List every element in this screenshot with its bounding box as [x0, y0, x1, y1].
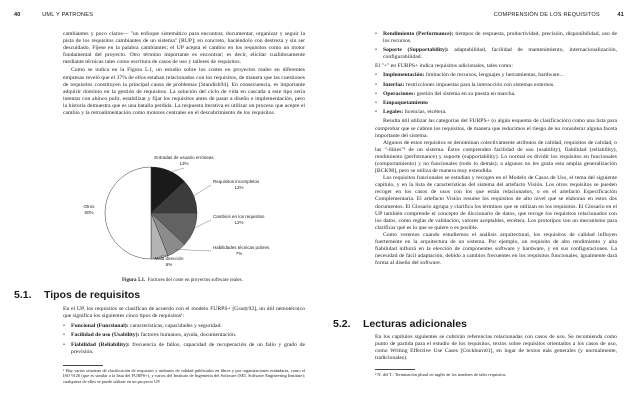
list-item: • Funcional (Functional): características, capacidades y seguridad. — [63, 323, 222, 330]
pie-value-label: 7% — [235, 251, 243, 256]
bullet-icon: • — [375, 100, 377, 107]
list-item: • Facilidad de uso (Usability): factores humanos, ayuda, documentación. — [63, 332, 237, 339]
right-paragraph-3: Los requisitos funcionales se estudian y recogen en el Modelo de Casos de Uso, el tema del siguiente capítulo, y en la lista de características del sistema del artefacto Visión. Los otros requisitos se pueden recoger en los casos de usos con los que están relacionados, o en el artefacto Especificación Complementaria. El artefacto Visión resume los requisitos de alto nivel que se elaboran en estos dos documentos. El Glosario agrupa y clarifica los términos que se utilizan en los requisitos. El Glosario en el UP también comprende el concepto de diccionario de datos, que recoge los requisitos relacionados con los datos, como reglas de validación, valores aceptables, etcétera. Los prototipos son un mecanismo para clarificar qué es lo que se quiere o es posible. — [375, 175, 617, 231]
right-footnote-block — [375, 372, 617, 377]
bullet-icon: • — [375, 31, 377, 37]
section-heading-5-1 — [14, 289, 140, 301]
list-item: • Operaciones: gestión del sistema en su puesta en marcha. — [375, 90, 516, 97]
bullet-icon: • — [63, 323, 65, 330]
left-top-text — [63, 31, 305, 117]
pie-value-label: 13% — [179, 161, 189, 166]
pie-category-label: Cambios en los requisitos — [213, 214, 265, 219]
right-paragraph-2: Algunos de estos requisitos se denominan colectivamente atributos de calidad, requisitos de calidad, o las "-ilities"² de un sistema. Éstos comprenden facilidad de uso (usability), fiabilidad (reliability), rendimiento (performance) y soporte (supportability). Lo normal es dividir los requisitos en funcionales (comportamiento) y no funcionales (todo lo demás); a algunos no les gusta esta amplia generalización [BCK98], pero se utiliza de manera muy extendida. — [375, 139, 617, 175]
pie-category-label: Mala dirección — [154, 256, 184, 261]
left-bottom-text — [63, 306, 305, 358]
list-item: • Soporte (Supportability): adaptabilidad, facilidad de mantenimiento, internacionalización, configurabilidad. — [375, 47, 617, 61]
list-item: • Fiabilidad (Reliability): frecuencia de fallos, capacidad de recuperación de un fallo y grado de previsión. — [63, 341, 305, 355]
right-top-text — [375, 31, 617, 267]
right-page — [319, 0, 638, 409]
pie-leader-line — [176, 249, 211, 251]
left-furps-list — [63, 323, 305, 355]
figure-caption-text: Factores del coste en proyectos software reales. — [147, 278, 243, 283]
pie-category-label: Otros — [83, 204, 95, 209]
pie-category-label: Entradas de usuario erróneas — [154, 155, 214, 160]
pie-slice — [105, 167, 151, 259]
right-footnote-rule — [375, 369, 415, 370]
list-item: • Implementación: limitación de recursos, lenguajes y herramientas, hardware... — [375, 72, 564, 79]
left-paragraph-3: En el UP, los requisitos se clasifican de acuerdo con el modelo FURPS+ [Grady92], un útil nemotécnico que significa los siguientes cinco tipos de requisitos¹: — [63, 306, 305, 320]
pie-value-label: 50% — [84, 210, 94, 215]
bullet-icon: • — [375, 109, 377, 116]
left-footnote-block — [63, 368, 305, 384]
bullet-icon: • — [375, 81, 377, 88]
left-page-number: 40 — [14, 12, 21, 18]
bullet-icon: • — [63, 332, 65, 339]
pie-slices — [105, 167, 197, 259]
right-running-head — [494, 12, 624, 18]
left-paragraph-1: cambiantes y poco claros— "un enfoque sistemático para encontrar, documentar, organizar y seguir la pista de los requisitos cambiantes de un sistema" [RUP]; en concreto, haciéndolo con destreza y sin ser descuidado. Fíjese en la palabra cambiantes; el UP acepta el cambio en los requisitos como un motor fundamental del proyecto. Otro término importante es encontrar; es decir, elicitar cualidosamente mediante técnicas tales como escritura de casos de uso y talleres de requisitos. — [63, 31, 305, 66]
list-item: • Interfaz: restricciones impuestas para la interacción con sistemas externos. — [375, 81, 555, 88]
left-paragraph-2: Como se indica en la Figura 5.1, un estudio sobre los costes en proyectos reales en diferentes empresas reveló que el 37% de ellos estaban relacionados con los requisitos, de manera que las cuestiones de requisitos constituyen la principal causa de problemas [Standish94]. En consecuencia, es importante adquirir dominio en la gestión de requisitos. La solución del ciclo de vida en cascada a este tipo sería intentar con ahínco pulir, estabilizar y fijar los requisitos antes de pasar a diseño e implementación, pero la historia demuestra que es una batalla perdida. La respuesta iterativa es utilizar un proceso que acepte el cambio y la retroalimentación como motores centrales en el descubrimiento de los requisitos. — [63, 67, 305, 117]
bullet-icon: • — [63, 341, 65, 348]
list-item: • Empaquetamiento — [375, 100, 428, 107]
right-paragraph-1: Resulta útil utilizar las categorías del FURPS+ (o algún esquema de clasificación) como una lista para comprobar que se cubren los requisitos, de manera que reducimos el riesgo de no considerar alguna faceta importante del sistema. — [375, 118, 617, 139]
pie-category-label: Habilidades técnicas pobres — [213, 245, 270, 250]
pie-value-label: 6% — [165, 262, 173, 267]
right-paragraph-5: En los capítulos siguientes se cubrirán referencias relacionadas con casos de uso. Se recomienda como punto de partida para el estudio de los requisitos, textos sobre requisitos orientados a los casos de uso, como Writing Effective Use Cases [Cockburn01], en lugar de textos más generales (y normalmente, tradicionales). — [375, 334, 617, 362]
pie-value-label: 12% — [234, 185, 244, 190]
right-additional-list — [375, 72, 617, 116]
pie-leader-line — [168, 168, 184, 173]
plus-intro: El "+" en FURPS+ indica requisitos adicionales, tales como: — [375, 63, 513, 70]
cost-factors-pie-chart — [63, 151, 305, 277]
right-furps-list — [375, 31, 617, 61]
pie-value-label: 12% — [234, 220, 244, 225]
left-footnote-rule — [63, 365, 103, 366]
list-item: • Rendimiento (Performance): tiempos de respuesta, productividad, precisión, disponibilidad, uso de los recursos. — [375, 31, 617, 44]
section-number-5-2: 5.2. — [333, 318, 351, 330]
section-number-5-1: 5.1. — [14, 289, 32, 301]
left-running-head — [14, 12, 93, 18]
right-running-title: COMPRENSIÓN DE LOS REQUISITOS — [493, 12, 600, 18]
bullet-icon: • — [375, 90, 377, 97]
right-footnote: ² N. del T.: Terminación plural en inglés de los nombres de tales requisitos. — [375, 372, 507, 377]
left-running-title: UML Y PATRONES — [42, 12, 94, 18]
section-title-5-1: Tipos de requisitos — [44, 289, 141, 301]
pie-category-label: Requisitos incompletos — [213, 179, 260, 184]
right-page-number: 41 — [617, 12, 624, 18]
section-title-5-2: Lecturas adicionales — [363, 318, 467, 330]
pie-leader-line — [192, 185, 211, 197]
list-item: • Legales: licencias, etcétera. — [375, 109, 447, 116]
bullet-icon: • — [375, 72, 377, 79]
bullet-icon: • — [375, 47, 377, 54]
figure-caption — [122, 278, 243, 283]
section-heading-5-2 — [333, 318, 467, 330]
right-paragraph-4: Como veremos cuando estudiemos el análisis arquitectural, los requisitos de calidad influyen fuertemente en la arquitectura de un sistema. Por ejemplo, un requisito de alto rendimiento y alta fiabilidad influirá en la elección de componentes software y hardware, y en sus configuraciones. La necesidad de fácil adaptación, debido a cambios frecuentes en los requisitos funcionales, igualmente dará forma al diseño del software. — [375, 231, 617, 267]
left-footnote: ¹ Hay varios sistemas de clasificación de requisitos y atributos de calidad publicados en libros y por organizaciones estándares, como el ISO 9126 (que es similar a la lista del FURPS+), y varios del Instituto de Ingeniería del Software (SEI, Software Engineering Institute); cualquiera de ellos se puede utilizar en un proyecto UP. — [63, 368, 305, 384]
figure-label: Figura 5.1. — [122, 278, 146, 283]
right-bottom-text — [375, 334, 617, 362]
